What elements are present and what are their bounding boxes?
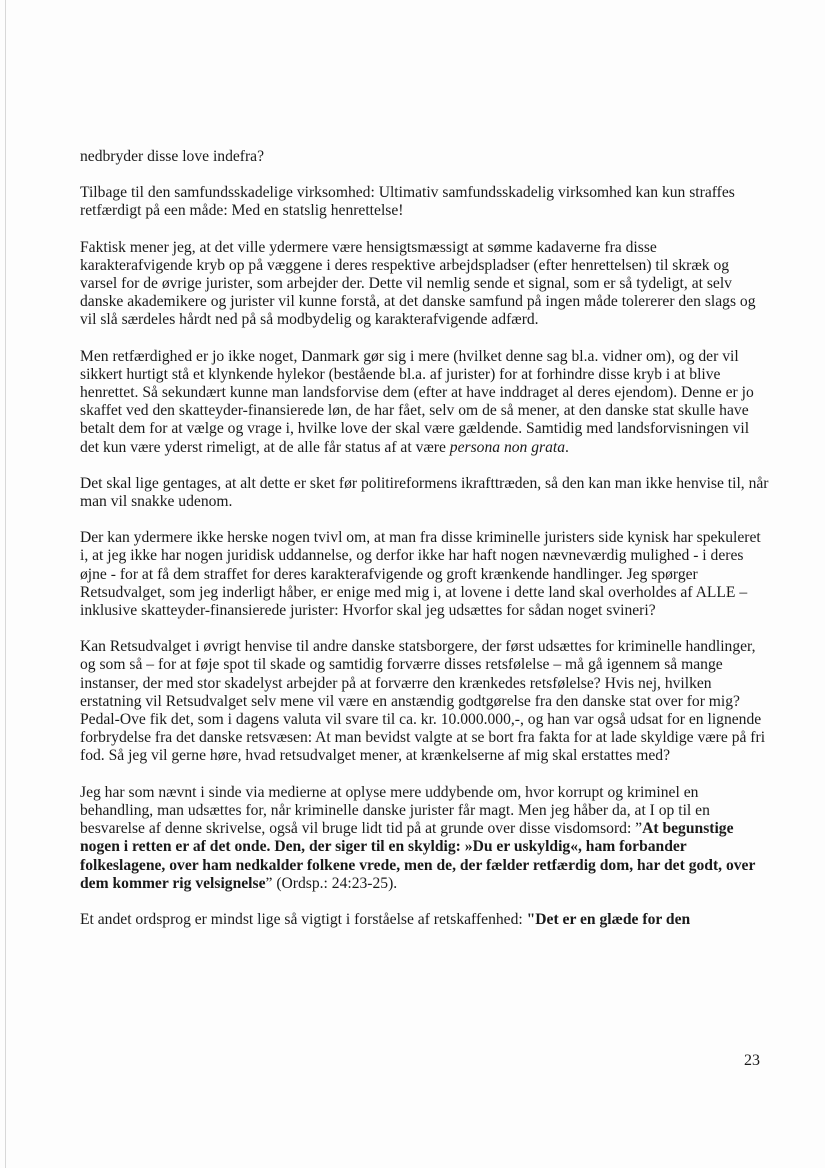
text-span: Et andet ordsprog er mindst lige så vigtigt i forståelse af retskaffenhed: [80,910,527,928]
text-span: Faktisk mener jeg, at det ville ydermere være hensigtsmæssigt at sømme kadaverne fra disse karakterafvigende kryb op på væggene i deres respektive arbejdspladser (efter henrettelsen) til skræk og varsel for de øvrige jurister, som arbejder der. Dette vil nemlig sende et signal, som er så tydeligt, at selv danske akademikere og jurister vil kunne forstå, at det danske samfund på ingen måde tolererer den slags og vil slå særdeles hårdt ned på så modbydelig og karakterafvigende adfærd. [80,238,756,329]
text-span: Det skal lige gentages, at alt dette er sket før politireformens ikrafttræden, så den kan man ikke henvise til, når man vil snakke udenom. [80,474,769,511]
text-span: Jeg har som nævnt i sinde via medierne at oplyse mere uddybende om, hvor korrupt og kriminel en behandling, man udsættes for, når kriminelle danske jurister får magt. Men jeg håber da, at I op til en besvarelse af denne skrivelse, også vil bruge lidt tid på at grunde over disse visdomsord: ” [80,783,710,838]
paragraph [80,348,770,457]
page-number: 23 [744,1052,760,1069]
text-span: Kan Retsudvalget i øvrigt henvise til andre danske statsborgere, der først udsættes for kriminelle handlinger, og som så – for at føje spot til skade og samtidig forværre disses retsfølelse – må gå igennem så mange instanser, der med stor skadelyst arbejder på at forværre den krænkedes retsfølelse? Hvis nej, hvilken erstatning vil Retsudvalget selv mene vil være en anstændig godtgørelse fra den danske stat over for mig? Pedal-Ove fik det, som i dagens valuta vil svare til ca. kr. 10.000.000,-, og han var også udsat for en lignende forbrydelse fra det danske retsvæsen: At man bevidst valgte at se bort fra fakta for at lade skyldige være på fri fod. Så jeg vil gerne høre, hvad retsudvalget mener, at krænkelserne af mig skal erstattes med? [80,638,766,765]
paragraph [80,184,770,220]
paragraph [80,911,770,929]
paragraph [80,239,770,330]
scan-edge-line [5,0,6,1168]
text-span: Tilbage til den samfundsskadelige virksomhed: Ultimativ samfundsskadelig virksomhed kan kun straffes retfærdigt på een måde: Med en statslig henrettelse! [80,184,735,220]
text-span: Der kan ydermere ikke herske nogen tvivl om, at man fra disse kriminelle juristers side kynisk har spekuleret i, at jeg ikke har nogen juridisk uddannelse, og derfor ikke har haft nogen nævneværdig mulighed - i deres øjne - for at få dem straffet for deres karakterafvigende og groft krænkende handlinger. Jeg spørger Retsudvalget, som jeg inderligt håber, er enige med mig i, at lovene i dette land skal overholdes af ALLE – inklusive skatteyder-finansierede jurister: Hvorfor skal jeg udsættes for sådan noget svineri? [80,529,761,620]
bold-text: At begunstige nogen i retten er af det onde. Den, der siger til en skyldig: »Du er uskyldig«, ham forbander folkeslagene, over ham nedkalder folkene vrede, men de, der fælder retfærdig dom, har det godt, over dem kommer rig velsignelse [80,820,756,892]
paragraph [80,148,770,166]
text-span: ” (Ordsp.: 24:23-25). [265,874,398,892]
text-span: nedbryder disse love indefra? [80,148,265,165]
paragraph [80,529,770,620]
bold-text: "Det er en glæde for den [526,910,691,928]
paragraph [80,784,770,893]
document-body [80,148,770,947]
italic-text: persona non grata [449,438,566,456]
paragraph [80,475,770,511]
text-span: . [565,438,569,456]
paragraph [80,638,770,765]
text-span: Men retfærdighed er jo ikke noget, Danmark gør sig i mere (hvilket denne sag bl.a. vidner om), og der vil sikkert hurtigt stå et klynkende hylekor (bestående bl.a. af jurister) for at forhindre disse kryb i at blive henrettet. Så sekundært kunne man landsforvise dem (efter at have inddraget al deres ejendom). Denne er jo skaffet ved den skatteyder-finansierede løn, de har fået, selv om de så mener, at den danske stat skulle have betalt dem for at vælge og vrage i, hvilke love der skal være gældende. Samtidig med landsforvisningen vil det kun være yderst rimeligt, at de alle får status af at være [80,347,754,456]
